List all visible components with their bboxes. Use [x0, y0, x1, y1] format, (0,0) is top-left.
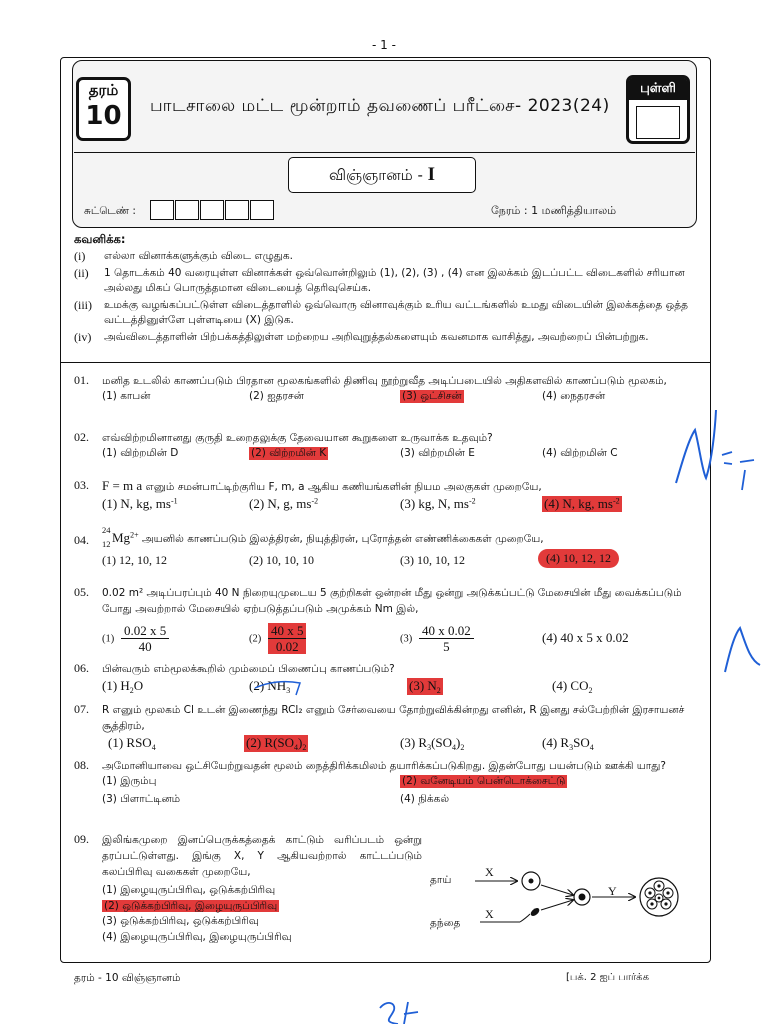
page-number: - 1 -	[372, 38, 396, 52]
option-2-marked[interactable]: (2) விற்றமின் K	[251, 447, 327, 459]
option-2-marked[interactable]: (2) ஒடுக்கற்பிரிவு, இழையுருப்பிரிவு	[104, 899, 278, 912]
option-3[interactable]: (3) பிளாட்டினம்	[102, 793, 181, 805]
mother-label: தாய்	[430, 874, 452, 886]
index-digit-box[interactable]	[250, 200, 274, 220]
index-digit-box[interactable]	[150, 200, 174, 220]
options	[102, 677, 702, 695]
subject-part: I	[427, 164, 436, 185]
instructions-title: கவனிக்க:	[74, 232, 126, 246]
time-allowed: நேரம் : 1 மணித்தியாலம்	[491, 204, 617, 217]
y-label: Y	[608, 884, 617, 898]
option-3[interactable]: (3) 10, 10, 12	[400, 553, 465, 567]
option-3[interactable]: (3) ஒடுக்கற்பிரிவு, ஒடுக்கற்பிரிவு	[102, 915, 259, 927]
option-1[interactable]: (1) $H_2O$	[102, 678, 144, 696]
footer-page-turn: [பக். 2 ஐப் பார்க்க	[566, 972, 649, 983]
footer-grade-subject: தரம் - 10 விஞ்ஞானம்	[74, 972, 181, 984]
index-digit-box[interactable]	[200, 200, 224, 220]
grade-label: தரம்	[88, 81, 119, 99]
option-1[interactable]: (1) $RSO_4$	[108, 735, 156, 753]
option-2-marked[interactable]: (2) வனேடியம் பென்டொக்சைட்டு	[402, 775, 566, 787]
question-6: 06. பின்வரும் எம்மூலக்கூறில் மும்மைப் பிணைப்பு காணப்படும்? (1) $H_2O$ (2) $NH_3$ (3) $N_2$ (4) $CO_2$	[74, 661, 702, 695]
option-4-marked[interactable]: (4) N, kg, $ms^{-2}$	[544, 496, 620, 511]
options	[102, 792, 702, 810]
reproduction-diagram	[420, 862, 700, 942]
diagram-arrows	[420, 862, 700, 942]
question-text: F = m a எனும் சமன்பாட்டிற்குரிய F, m, a ஆகிய கணியங்களின் நியம அலகுகள் முறையே,	[102, 478, 542, 493]
option-4[interactable]: (4) நிக்கல்	[400, 793, 450, 805]
question-4: 04. 24 12 $Mg^{2+}$ அயனில் காணப்படும் இலத்திரன், நியுத்திரன், புரோத்தன் எண்ணிக்கைகள் முறையே, (1) 12, 10, 12 (2) 10, 10, 10 (3) 10, 10, 12 (4) 10, 12, 12	[74, 528, 702, 570]
option-1[interactable]: (1) இழையுருப்பிரிவு, ஒடுக்கற்பிரிவு	[102, 884, 276, 896]
instruction-item: (ii) 1 தொடக்கம் 40 வரையுள்ள வினாக்கள் ஒவ்வொன்றிலும் (1), (2), (3) , (4) என இலக்கம் இடப்பட்ட விடைகளில் சரியான அல்லது மிகப் பொருத்தமான விடையைத் தெரிவுசெய்க.	[74, 265, 685, 294]
instruction-item: (iv) அவ்விடைத்தாளின் பிற்பக்கத்திலுள்ள மற்றைய அறிவுறுத்தல்களையும் கவனமாக வாசித்து, அவற்றைப் பின்பற்றுக.	[74, 329, 649, 344]
options	[102, 774, 702, 792]
option-1[interactable]: (1) $\frac{0.02 x 5}{40}$	[102, 623, 169, 654]
father-label: தந்தை	[430, 917, 461, 929]
instructions-divider	[61, 362, 710, 363]
options	[108, 734, 702, 752]
question-text: 0.02 m² அடிப்பரப்பும் 40 N நிறையுமுடைய 5 குற்றிகள் ஒன்றன் மீது ஒன்று அடுக்கப்பட்டு மேசையின் மீது வைக்கப்படும் போது அவற்றால் மேசையில் ஏற்படுத்தப்படும் அமுக்கம் Nm இல்,	[102, 587, 682, 615]
header-divider	[74, 152, 695, 153]
option-3[interactable]: (3) விற்றமின் E	[400, 447, 475, 459]
option-4[interactable]: (4) விற்றமின் C	[542, 447, 618, 459]
option-3[interactable]: (3) kg, N, $ms^{-2}$	[400, 496, 476, 511]
marks-field[interactable]	[636, 106, 680, 139]
option-2-marked[interactable]: (2) $R(SO_4)_2$	[246, 735, 307, 753]
marks-label: புள்ளி	[629, 78, 687, 100]
x-label-bottom: X	[485, 907, 494, 921]
options	[102, 552, 702, 570]
index-number-boxes	[150, 200, 275, 220]
option-3[interactable]: (3) $R_3(SO_4)_2$	[400, 735, 465, 753]
option-1[interactable]: (1) N, kg, $ms^{-1}$	[102, 496, 178, 511]
option-1[interactable]: (1) விற்றமின் D	[102, 447, 179, 459]
marks-box	[626, 75, 690, 144]
option-2[interactable]: (2) ஐதரசன்	[249, 390, 304, 402]
option-2[interactable]: (2) N, g, $ms^{-2}$	[249, 496, 319, 511]
option-2[interactable]: (2) $NH_3$	[249, 678, 291, 696]
options	[102, 446, 702, 464]
grade-box	[76, 77, 131, 141]
instruction-item: (iii) உமக்கு வழங்கப்பட்டுள்ள விடைத்தாளில் ஒவ்வொரு வினாவுக்கும் உரிய வட்டங்களில் உமது விடையின் இலக்கத்தை ஒத்த வட்டத்தினுள்ளே புள்ளடியை (X) இடுக.	[74, 297, 688, 326]
question-text: 24 12 $Mg^{2+}$ அயனில் காணப்படும் இலத்திரன், நியுத்திரன், புரோத்தன் எண்ணிக்கைகள் முறையே,	[102, 525, 544, 549]
option-1[interactable]: (1) 12, 10, 12	[102, 553, 167, 567]
subject-name: விஞ்ஞானம் -	[328, 166, 423, 184]
question-7: 07. R எனும் மூலகம் Cl உடன் இணைந்து RCl₂ எனும் சேர்வையை தோற்றுவிக்கின்றது எனின், R இனது சல்பேற்றின் இரசாயனச் சூத்திரம், (1) $RSO_4$ (2) $R(SO_4)_2$ (3) $R_3(SO_4)_2$ (4) $R_3SO_4$	[74, 702, 702, 752]
index-digit-box[interactable]	[175, 200, 199, 220]
option-2[interactable]: (2) 10, 10, 10	[249, 553, 314, 567]
options	[102, 495, 702, 513]
option-4[interactable]: (4) $R_3SO_4$	[542, 735, 594, 753]
option-1[interactable]: (1) காபன்	[102, 390, 151, 402]
question-2: 02. எவ்விற்றமினானது குருதி உறைதலுக்கு தேவையான கூறுகளை உருவாக்க உதவும்? (1) விற்றமின் D (2) விற்றமின் K (3) விற்றமின் E (4) விற்றமின் C	[74, 430, 702, 464]
option-3-marked[interactable]: (3) $N_2$	[409, 678, 441, 696]
question-9: 09. இலிங்கமுறை இனப்பெருக்கத்தைக் காட்டும் வரிப்படம் ஒன்று தரப்பட்டுள்ளது. இங்கு X, Y ஆகியவற்றால் காட்டப்படும் கலப்பிரிவு வகைகள் முறையே, (1) இழையுருப்பிரிவு, ஒடுக்கற்பிரிவு (2) ஒடுக்கற்பிரிவு, இழையுருப்பிரிவு (3) ஒடுக்கற்பிரிவு, ஒடுக்கற்பிரிவு (4) இழையுருப்பிரிவு, இழையுருப்பிரிவு	[74, 832, 702, 945]
question-1: 01. மனித உடலில் காணப்படும் பிரதான மூலகங்களில் திணிவு நூற்றுவீத அடிப்படையில் அதிகளவில் காணப்படும் மூலகம், (1) காபன் (2) ஐதரசன் (3) ஒட்சிசன் (4) நைதரசன்	[74, 373, 702, 407]
index-number-label: சுட்டெண் :	[84, 205, 136, 217]
options	[102, 389, 702, 407]
option-1[interactable]: (1) இரும்பு	[102, 775, 157, 787]
option-4[interactable]: (4) நைதரசன்	[542, 390, 606, 402]
option-3-marked[interactable]: (3) ஒட்சிசன்	[402, 390, 462, 402]
option-3[interactable]: (3) $\frac{40 x 0.02}{5}$	[400, 623, 474, 654]
x-label-top: X	[485, 865, 494, 879]
question-text: பின்வரும் எம்மூலக்கூறில் மும்மைப் பிணைப்பு காணப்படும்?	[102, 663, 395, 675]
question-text: மனித உடலில் காணப்படும் பிரதான மூலகங்களில் திணிவு நூற்றுவீத அடிப்படையில் அதிகளவில் காணப்படும் மூலகம்,	[102, 375, 667, 387]
index-digit-box[interactable]	[225, 200, 249, 220]
question-5: 05. 0.02 m² அடிப்பரப்பும் 40 N நிறையுமுடைய 5 குற்றிகள் ஒன்றன் மீது ஒன்று அடுக்கப்பட்டு மேசையின் மீது வைக்கப்படும் போது அவற்றால் மேசையில் ஏற்படுத்தப்படும் அமுக்கம் Nm இல், (1) $\frac{0.02 x 5}{40}$ (2) $\frac{40 x 5}{0.02}$ (3) $\frac{40 x 0.02}{5}$ (4) 40 x 5 x 0.02	[74, 585, 702, 655]
instructions	[74, 232, 699, 346]
option-2-marked[interactable]: (2) $\frac{40 x 5}{0.02}$	[249, 623, 306, 654]
question-3: 03. F = m a எனும் சமன்பாட்டிற்குரிய F, m, a ஆகிய கணியங்களின் நியம அலகுகள் முறையே, (1) N, kg, $ms^{-1}$ (2) N, g, $ms^{-2}$ (3) kg, N, $ms^{-2}$ (4) N, kg, $ms^{-2}$	[74, 478, 702, 513]
subject-title	[288, 157, 476, 193]
option-4[interactable]: (4) இழையுருப்பிரிவு, இழையுருப்பிரிவு	[102, 930, 292, 943]
option-4[interactable]: (4) 40 x 5 x 0.02	[542, 630, 629, 645]
instruction-item: (i) எல்லா வினாக்களுக்கும் விடை எழுதுக.	[74, 249, 293, 263]
question-8: 08. அமோனியாவை ஒட்சியேற்றுவதன் மூலம் நைத்திரிக்கமிலம் தயாரிக்கப்படுகிறது. இதன்போது பயன்படும் ஊக்கி யாது? (1) இரும்பு (2) வனேடியம் பென்டொக்சைட்டு (3) பிளாட்டினம் (4) நிக்கல்	[74, 758, 702, 810]
grade-number: 10	[85, 101, 122, 131]
exam-title: பாடசாலை மட்ட மூன்றாம் தவணைப் பரீட்சை- 2023(24)	[150, 96, 610, 116]
option-4[interactable]: (4) $CO_2$	[552, 678, 593, 696]
question-text: அமோனியாவை ஒட்சியேற்றுவதன் மூலம் நைத்திரிக்கமிலம் தயாரிக்கப்படுகிறது. இதன்போது பயன்படும் ஊக்கி யாது?	[102, 760, 666, 772]
option-4-marked[interactable]: (4) 10, 12, 12	[538, 549, 619, 568]
question-text: இலிங்கமுறை இனப்பெருக்கத்தைக் காட்டும் வரிப்படம் ஒன்று தரப்பட்டுள்ளது. இங்கு X, Y ஆகியவற்றால் காட்டப்படும் கலப்பிரிவு வகைகள் முறையே,	[102, 834, 422, 878]
options	[102, 621, 702, 655]
question-text: எவ்விற்றமினானது குருதி உறைதலுக்கு தேவையான கூறுகளை உருவாக்க உதவும்?	[102, 432, 493, 444]
question-text: R எனும் மூலகம் Cl உடன் இணைந்து RCl₂ எனும் சேர்வையை தோற்றுவிக்கின்றது எனின், R இனது சல்பேற்றின் இரசாயனச் சூத்திரம்,	[102, 704, 685, 732]
